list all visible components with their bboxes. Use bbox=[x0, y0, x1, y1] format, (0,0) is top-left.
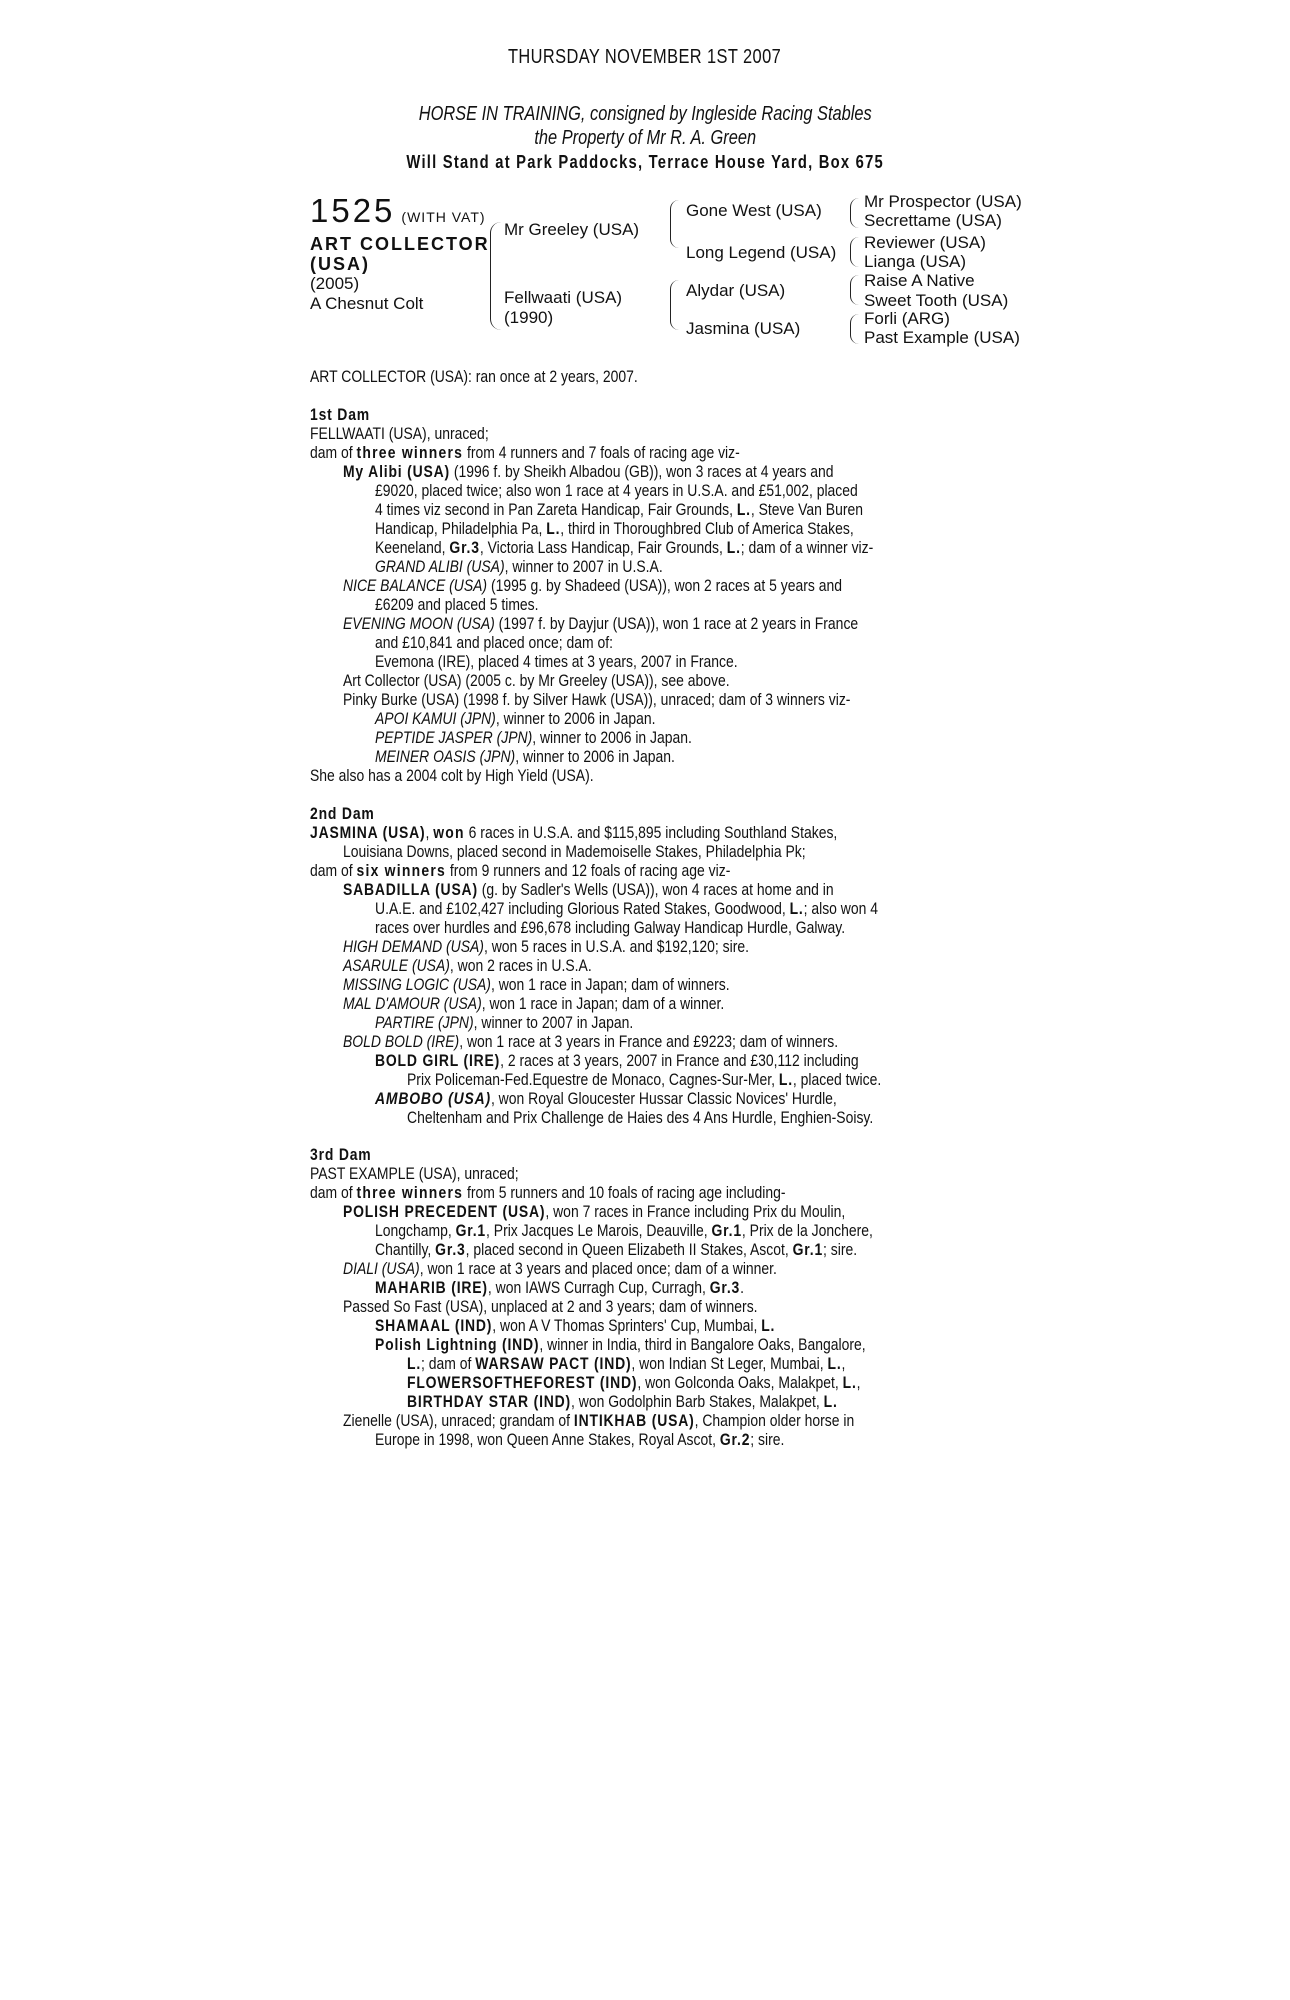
text-run: Chantilly, bbox=[375, 1240, 436, 1259]
pedigree-gen3-3: Reviewer (USA) bbox=[864, 233, 986, 252]
pedigree-text-line bbox=[310, 652, 1030, 671]
text-run: , won Godolphin Barb Stakes, Malakpet, bbox=[571, 1392, 824, 1411]
text-run: Europe in 1998, won Queen Anne Stakes, Royal Ascot, bbox=[375, 1430, 720, 1449]
pedigree-gen3-4: Lianga (USA) bbox=[864, 252, 967, 271]
text-run: INTIKHAB (USA) bbox=[573, 1411, 695, 1430]
text-run: AMBOBO (USA) bbox=[375, 1089, 491, 1108]
pedigree-text-line bbox=[310, 443, 1030, 462]
pedigree-dam-year: (1990) bbox=[504, 308, 554, 327]
pedigree-text-line bbox=[310, 519, 1030, 538]
text-run: , winner to 2006 in Japan. bbox=[515, 747, 675, 766]
text-run: Longchamp, bbox=[375, 1221, 456, 1240]
text-run: six winners bbox=[356, 861, 446, 880]
pedigree-brace-gen1 bbox=[490, 222, 501, 330]
pedigree-text-line bbox=[310, 1297, 1030, 1316]
pedigree-gen3-7: Forli (ARG) bbox=[864, 309, 950, 328]
text-run: Gr.1 bbox=[455, 1221, 487, 1240]
text-run: MAHARIB (IRE) bbox=[375, 1278, 488, 1297]
text-run: PAST EXAMPLE (USA), unraced; bbox=[310, 1164, 519, 1183]
text-run: Gr.3 bbox=[435, 1240, 466, 1259]
pedigree-text-line bbox=[310, 1108, 1030, 1127]
text-run: from 5 runners and 10 foals of racing age including- bbox=[463, 1183, 786, 1202]
text-run: , won 7 races in France including Prix du Moulin, bbox=[545, 1202, 846, 1221]
foaling-year: (2005) bbox=[310, 274, 360, 293]
pedigree-text-line bbox=[310, 690, 1030, 709]
pedigree-text-line bbox=[310, 1373, 1030, 1392]
third-dam-section bbox=[310, 1145, 1030, 1449]
pedigree-text-line bbox=[310, 766, 1030, 785]
pedigree-text-line bbox=[310, 671, 1030, 690]
text-run: (1997 f. by Dayjur (USA)), won 1 race at 2 years in France bbox=[494, 614, 859, 633]
consignment-line: HORSE IN TRAINING, consigned by Ingleside Racing Stables bbox=[418, 103, 872, 125]
lot-info bbox=[310, 192, 510, 314]
text-run: won bbox=[433, 823, 465, 842]
text-run: , won Golconda Oaks, Malakpet, bbox=[637, 1373, 843, 1392]
pedigree-gen3-5: Raise A Native bbox=[864, 271, 975, 290]
text-run: DIALI (USA) bbox=[343, 1259, 420, 1278]
text-run: (g. by Sadler's Wells (USA)), won 4 races at home and in bbox=[477, 880, 834, 899]
text-run: , winner to 2006 in Japan. bbox=[532, 728, 692, 747]
first-dam-section bbox=[310, 405, 1030, 785]
text-run: from 4 runners and 7 foals of racing age viz- bbox=[463, 443, 740, 462]
text-run: Gr.1 bbox=[711, 1221, 742, 1240]
text-run: Prix Policeman-Fed.Equestre de Monaco, Cagnes-Sur-Mer, bbox=[407, 1070, 779, 1089]
pedigree-gen3-8: Past Example (USA) bbox=[864, 328, 1020, 347]
text-run: dam of bbox=[310, 861, 357, 880]
text-run: , winner to 2006 in Japan. bbox=[495, 709, 656, 728]
pedigree-text-line bbox=[310, 1392, 1030, 1411]
text-run: She also has a 2004 colt by High Yield (USA). bbox=[310, 766, 594, 785]
text-run: ASARULE (USA) bbox=[343, 956, 450, 975]
text-run: , winner in India, third in Bangalore Oaks, Bangalore, bbox=[539, 1335, 866, 1354]
text-run: , Champion older horse in bbox=[694, 1411, 855, 1430]
second-dam-section bbox=[310, 804, 1030, 1127]
sale-date: THURSDAY NOVEMBER 1ST 2007 bbox=[508, 46, 782, 68]
pedigree-text-line bbox=[310, 1164, 1030, 1183]
text-run: ; also won 4 bbox=[803, 899, 879, 918]
text-run: SABADILLA (USA) bbox=[343, 880, 478, 899]
pedigree-text-line bbox=[310, 1316, 1030, 1335]
lot-number-row bbox=[310, 192, 510, 230]
text-run: HIGH DEMAND (USA) bbox=[343, 937, 484, 956]
race-summary: ART COLLECTOR (USA): ran once at 2 years, 2007. bbox=[310, 367, 638, 386]
text-run: ; dam of bbox=[421, 1354, 476, 1373]
pedigree-text-line bbox=[310, 994, 1030, 1013]
text-run: L. bbox=[546, 519, 561, 538]
pedigree-sire-dam: Long Legend (USA) bbox=[686, 243, 837, 262]
pedigree-brace-g4 bbox=[850, 314, 859, 344]
text-run: U.A.E. and £102,427 including Glorious Rated Stakes, Goodwood, bbox=[375, 899, 790, 918]
text-run: dam of bbox=[310, 443, 357, 462]
pedigree-text-line bbox=[310, 1411, 1030, 1430]
text-run: GRAND ALIBI (USA) bbox=[375, 557, 505, 576]
text-run: Zienelle (USA), unraced; grandam of bbox=[343, 1411, 574, 1430]
text-run: BOLD GIRL (IRE) bbox=[375, 1051, 501, 1070]
text-run: L. bbox=[778, 1070, 793, 1089]
text-run: three winners bbox=[356, 443, 464, 462]
text-run: , 2 races at 3 years, 2007 in France and £30,112 including bbox=[500, 1051, 859, 1070]
pedigree-gen3-6: Sweet Tooth (USA) bbox=[864, 291, 1009, 310]
text-run: Louisiana Downs, placed second in Mademoiselle Stakes, Philadelphia Pk; bbox=[343, 842, 806, 861]
text-run: , won Indian St Leger, Mumbai, bbox=[631, 1354, 828, 1373]
text-run: , bbox=[425, 823, 434, 842]
text-run: , won 2 races in U.S.A. bbox=[449, 956, 592, 975]
pedigree-text-line bbox=[310, 1259, 1030, 1278]
text-run: Handicap, Philadelphia Pa, bbox=[375, 519, 547, 538]
text-run: EVENING MOON (USA) bbox=[343, 614, 495, 633]
text-run: , won 5 races in U.S.A. and $192,120; sire. bbox=[483, 937, 749, 956]
text-run: , won 1 race in Japan; dam of winners. bbox=[490, 975, 730, 994]
pedigree-text-line bbox=[310, 880, 1030, 899]
section-heading: 1st Dam bbox=[310, 405, 370, 424]
pedigree-text-line bbox=[310, 1335, 1030, 1354]
pedigree-text-line bbox=[310, 1051, 1030, 1070]
second-dam-lines bbox=[310, 823, 1030, 1127]
text-run: BOLD BOLD (IRE) bbox=[343, 1032, 460, 1051]
pedigree-text-line bbox=[310, 918, 1030, 937]
pedigree-text-line bbox=[310, 481, 1030, 500]
text-run: My Alibi (USA) bbox=[343, 462, 450, 481]
pedigree-brace-g2 bbox=[850, 237, 859, 267]
pedigree-text-line bbox=[310, 842, 1030, 861]
text-run: , won 1 race at 3 years in France and £9223; dam of winners. bbox=[459, 1032, 839, 1051]
text-run: ; sire. bbox=[823, 1240, 858, 1259]
consignment-header bbox=[0, 102, 1290, 174]
text-run: Pinky Burke (USA) (1998 f. by Silver Hawk (USA)), unraced; dam of 3 winners viz- bbox=[343, 690, 851, 709]
text-run: NICE BALANCE (USA) bbox=[343, 576, 488, 595]
text-run: , bbox=[856, 1373, 861, 1392]
pedigree-text-line bbox=[310, 956, 1030, 975]
text-run: MEINER OASIS (JPN) bbox=[375, 747, 516, 766]
pedigree-brace-g3 bbox=[850, 275, 859, 305]
text-run: 4 times viz second in Pan Zareta Handicap, Fair Grounds, bbox=[375, 500, 737, 519]
text-run: ; sire. bbox=[750, 1430, 785, 1449]
pedigree-text-line bbox=[310, 614, 1030, 633]
pedigree-text-line bbox=[310, 1070, 1030, 1089]
pedigree-text-line bbox=[310, 823, 1030, 842]
text-run: three winners bbox=[356, 1183, 464, 1202]
text-run: , bbox=[841, 1354, 846, 1373]
text-run: and £10,841 and placed once; dam of: bbox=[375, 633, 613, 652]
text-run: from 9 runners and 12 foals of racing age viz- bbox=[445, 861, 731, 880]
pedigree-text-line bbox=[310, 633, 1030, 652]
pedigree-text-line bbox=[310, 1032, 1030, 1051]
text-run: 6 races in U.S.A. and $115,895 including Southland Stakes, bbox=[464, 823, 838, 842]
text-run: (1995 g. by Shadeed (USA)), won 2 races at 5 years and bbox=[487, 576, 842, 595]
text-run: , Steve Van Buren bbox=[750, 500, 863, 519]
text-run: JASMINA (USA) bbox=[310, 823, 426, 842]
pedigree-brace-dam bbox=[670, 280, 679, 330]
text-run: , placed second in Queen Elizabeth II Stakes, Ascot, bbox=[465, 1240, 793, 1259]
text-run: FELLWAATI (USA), unraced; bbox=[310, 424, 489, 443]
text-run: L. bbox=[761, 1316, 776, 1335]
third-dam-lines bbox=[310, 1164, 1030, 1449]
horse-description: A Chesnut Colt bbox=[310, 294, 424, 313]
text-run: L. bbox=[736, 500, 751, 519]
text-run: L. bbox=[823, 1392, 838, 1411]
pedigree-dam-sire: Alydar (USA) bbox=[686, 281, 786, 300]
text-run: , third in Thoroughbred Club of America Stakes, bbox=[560, 519, 854, 538]
text-run: Gr.3 bbox=[709, 1278, 741, 1297]
text-run: , won 1 race in Japan; dam of a winner. bbox=[481, 994, 725, 1013]
lot-number: 1525 bbox=[310, 192, 396, 229]
text-run: L. bbox=[842, 1373, 857, 1392]
text-run: ; dam of a winner viz- bbox=[740, 538, 874, 557]
text-run: £9020, placed twice; also won 1 race at 4 years in U.S.A. and £51,002, placed bbox=[375, 481, 858, 500]
text-run: dam of bbox=[310, 1183, 357, 1202]
text-run: , Victoria Lass Handicap, Fair Grounds, bbox=[479, 538, 727, 557]
text-run: , Prix Jacques Le Marois, Deauville, bbox=[486, 1221, 712, 1240]
text-run: WARSAW PACT (IND) bbox=[475, 1354, 632, 1373]
pedigree-text-line bbox=[310, 1089, 1030, 1108]
pedigree-text-line bbox=[310, 500, 1030, 519]
text-run: L. bbox=[827, 1354, 842, 1373]
pedigree-text-line bbox=[310, 1183, 1030, 1202]
pedigree-text-line bbox=[310, 899, 1030, 918]
text-run: Keeneland, bbox=[375, 538, 450, 557]
text-run: Gr.2 bbox=[719, 1430, 751, 1449]
pedigree-text-line bbox=[310, 728, 1030, 747]
pedigree-text-line bbox=[310, 538, 1030, 557]
pedigree-brace-g1 bbox=[850, 198, 859, 228]
pedigree-text-line bbox=[310, 861, 1030, 880]
pedigree-text-line bbox=[310, 424, 1030, 443]
pedigree-text-line bbox=[310, 1354, 1030, 1373]
pedigree-dam: Fellwaati (USA) bbox=[504, 288, 623, 307]
text-run: Evemona (IRE), placed 4 times at 3 years, 2007 in France. bbox=[375, 652, 738, 671]
section-heading: 3rd Dam bbox=[310, 1145, 372, 1164]
text-run: MAL D'AMOUR (USA) bbox=[343, 994, 482, 1013]
text-run: £6209 and placed 5 times. bbox=[375, 595, 539, 614]
text-run: Gr.1 bbox=[792, 1240, 824, 1259]
text-run: APOI KAMUI (JPN) bbox=[375, 709, 496, 728]
pedigree-text-line bbox=[310, 937, 1030, 956]
pedigree-text-line bbox=[310, 1013, 1030, 1032]
property-line: the Property of Mr R. A. Green bbox=[534, 127, 756, 149]
text-run: , winner to 2007 in Japan. bbox=[473, 1013, 634, 1032]
pedigree-gen3-1: Mr Prospector (USA) bbox=[864, 192, 1022, 211]
text-run: , won 1 race at 3 years and placed once; dam of a winner. bbox=[419, 1259, 777, 1278]
stand-line: Will Stand at Park Paddocks, Terrace House Yard, Box 675 bbox=[406, 152, 884, 172]
pedigree-text-line bbox=[310, 1278, 1030, 1297]
pedigree-gen3-2: Secrettame (USA) bbox=[864, 211, 1002, 230]
text-run: , won Royal Gloucester Hussar Classic Novices' Hurdle, bbox=[490, 1089, 837, 1108]
text-run: (1996 f. by Sheikh Albadou (GB)), won 3 races at 4 years and bbox=[449, 462, 834, 481]
pedigree-text-line bbox=[310, 1430, 1030, 1449]
text-run: Passed So Fast (USA), unplaced at 2 and 3 years; dam of winners. bbox=[343, 1297, 758, 1316]
text-run: Art Collector (USA) (2005 c. by Mr Greeley (USA)), see above. bbox=[343, 671, 730, 690]
text-run: SHAMAAL (IND) bbox=[375, 1316, 493, 1335]
text-run: POLISH PRECEDENT (USA) bbox=[343, 1202, 546, 1221]
section-heading: 2nd Dam bbox=[310, 804, 375, 823]
first-dam-lines bbox=[310, 424, 1030, 785]
text-run: Polish Lightning (IND) bbox=[375, 1335, 540, 1354]
text-run: , placed twice. bbox=[792, 1070, 882, 1089]
text-run: PEPTIDE JASPER (JPN) bbox=[375, 728, 533, 747]
text-run: L. bbox=[789, 899, 804, 918]
text-run: , won IAWS Curragh Cup, Curragh, bbox=[487, 1278, 710, 1297]
pedigree-text-line bbox=[310, 1221, 1030, 1240]
pedigree-sire: Mr Greeley (USA) bbox=[504, 220, 640, 239]
pedigree-text-line bbox=[310, 462, 1030, 481]
pedigree-text-line bbox=[310, 1240, 1030, 1259]
pedigree-text-line bbox=[310, 747, 1030, 766]
pedigree-dam-dam: Jasmina (USA) bbox=[686, 319, 801, 338]
text-run: . bbox=[740, 1278, 745, 1297]
text-run: BIRTHDAY STAR (IND) bbox=[407, 1392, 572, 1411]
text-run: , Prix de la Jonchere, bbox=[741, 1221, 873, 1240]
pedigree-text-line bbox=[310, 975, 1030, 994]
horse-name: ART COLLECTOR (USA) bbox=[310, 234, 490, 274]
pedigree-text-line bbox=[310, 709, 1030, 728]
pedigree-text-line bbox=[310, 1202, 1030, 1221]
text-run: , won A V Thomas Sprinters' Cup, Mumbai, bbox=[492, 1316, 762, 1335]
lot-vat: (WITH VAT) bbox=[401, 209, 486, 225]
pedigree-text-line bbox=[310, 576, 1030, 595]
text-run: L. bbox=[407, 1354, 422, 1373]
text-run: MISSING LOGIC (USA) bbox=[343, 975, 491, 994]
text-run: races over hurdles and £96,678 including Galway Handicap Hurdle, Galway. bbox=[375, 918, 846, 937]
pedigree-brace-sire bbox=[670, 200, 679, 248]
text-run: L. bbox=[726, 538, 741, 557]
text-run: Gr.3 bbox=[449, 538, 480, 557]
text-run: , winner to 2007 in U.S.A. bbox=[504, 557, 663, 576]
text-run: PARTIRE (JPN) bbox=[375, 1013, 474, 1032]
text-run: FLOWERSOFTHEFOREST (IND) bbox=[407, 1373, 638, 1392]
text-run: Cheltenham and Prix Challenge de Haies des 4 Ans Hurdle, Enghien-Soisy. bbox=[407, 1108, 874, 1127]
pedigree-text-line bbox=[310, 595, 1030, 614]
pedigree-text-line bbox=[310, 557, 1030, 576]
pedigree-sire-sire: Gone West (USA) bbox=[686, 201, 822, 220]
